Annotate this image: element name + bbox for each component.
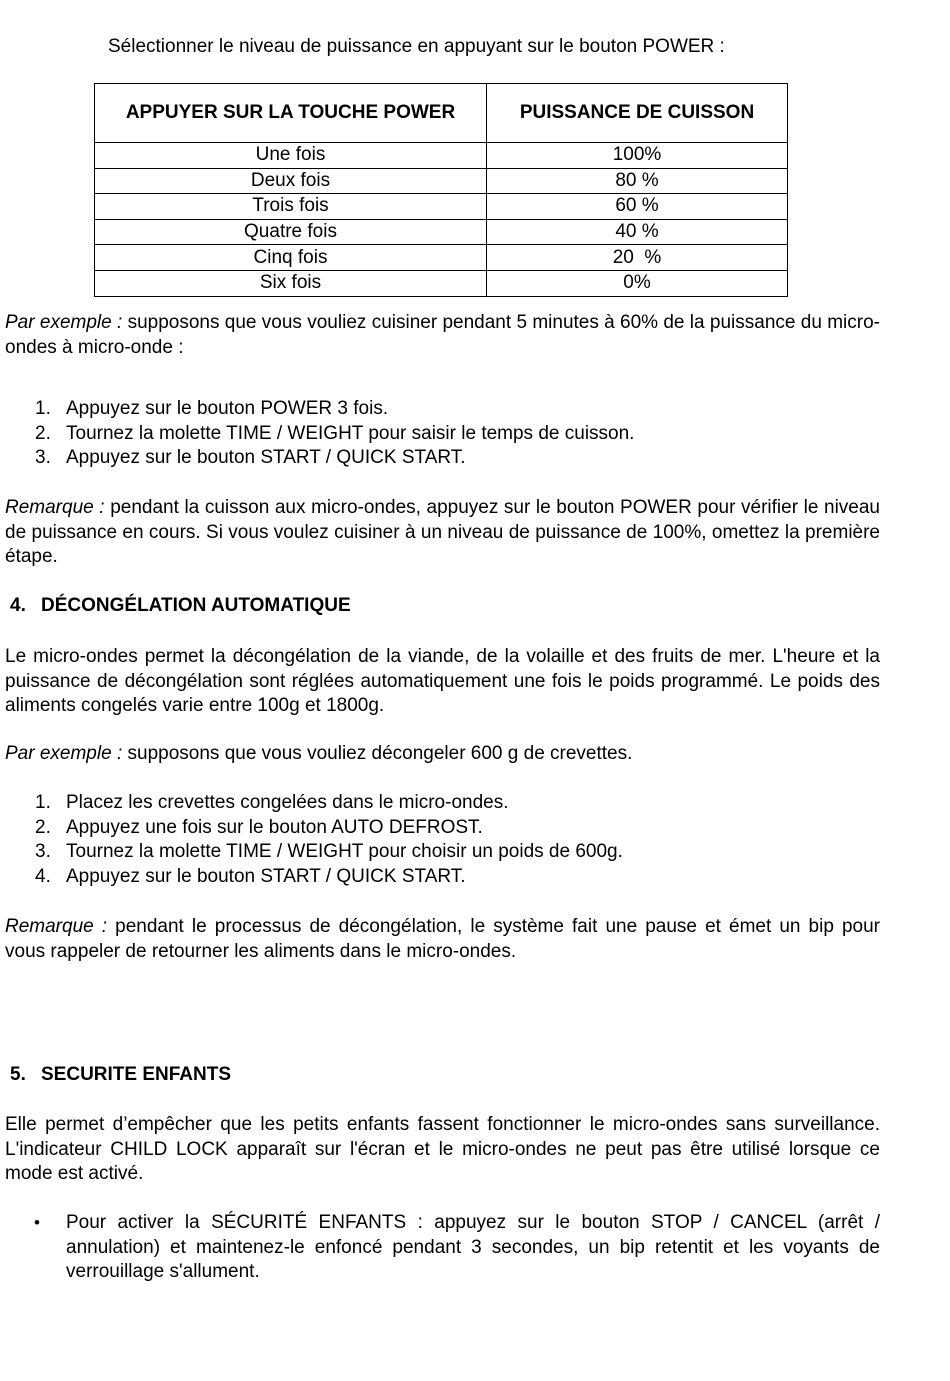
list-item bbox=[0, 865, 880, 890]
section-title: DÉCONGÉLATION AUTOMATIQUE bbox=[41, 595, 351, 616]
column-header-press-power: APPUYER SUR LA TOUCHE POWER bbox=[95, 84, 487, 143]
power-level-cell: 40 % bbox=[487, 219, 788, 245]
step-number: 4. bbox=[35, 865, 51, 887]
example-text: supposons que vous vouliez cuisiner pendant 5 minutes à 60% de la puissance du micro-ondes à micro-onde : bbox=[5, 312, 880, 358]
power-level-cell: 60 % bbox=[487, 194, 788, 220]
column-header-cooking-power: PUISSANCE DE CUISSON bbox=[487, 84, 788, 143]
remark-paragraph-defrost bbox=[5, 915, 880, 964]
remark-lead: Remarque : bbox=[5, 497, 105, 518]
step-number: 3. bbox=[35, 447, 51, 469]
section-heading-auto-defrost bbox=[10, 593, 351, 619]
table-row bbox=[95, 168, 788, 194]
section-heading-child-lock bbox=[10, 1062, 231, 1088]
step-text: Placez les crevettes congelées dans le micro-ondes. bbox=[66, 792, 509, 813]
example-lead: Par exemple : bbox=[5, 312, 123, 333]
power-steps-list bbox=[0, 397, 880, 471]
power-level-cell: 100% bbox=[487, 143, 788, 169]
defrost-steps-list bbox=[0, 791, 880, 889]
step-number: 2. bbox=[35, 422, 51, 444]
table-header-row bbox=[95, 84, 788, 143]
child-lock-intro-paragraph: Elle permet d’empêcher que les petits enfants fassent fonctionner le micro-ondes sans surveillance. L'indicateur CHILD LOCK apparaît sur l'écran et le micro-ondes ne peut pas être utilisé lorsque ce mode est activé. bbox=[5, 1114, 880, 1184]
power-level-cell: 0% bbox=[487, 270, 788, 296]
example-text: supposons que vous vouliez décongeler 600 g de crevettes. bbox=[122, 743, 633, 764]
list-item bbox=[0, 397, 880, 422]
press-count-cell: Cinq fois bbox=[95, 245, 487, 271]
child-lock-bullet-list bbox=[0, 1211, 880, 1285]
table-row bbox=[95, 194, 788, 220]
table-row bbox=[95, 143, 788, 169]
bullet-icon: • bbox=[34, 1213, 40, 1232]
power-level-table bbox=[94, 83, 788, 297]
press-count-cell: Six fois bbox=[95, 270, 487, 296]
remark-lead: Remarque : bbox=[5, 916, 108, 937]
power-level-cell: 20 % bbox=[487, 245, 788, 271]
table-row bbox=[95, 219, 788, 245]
section-number: 4. bbox=[10, 595, 26, 616]
power-level-cell: 80 % bbox=[487, 168, 788, 194]
step-number: 1. bbox=[35, 792, 51, 813]
section-title: SECURITE ENFANTS bbox=[41, 1064, 232, 1085]
table-row bbox=[95, 270, 788, 296]
power-intro: Sélectionner le niveau de puissance en appuyant sur le bouton POWER : bbox=[108, 36, 725, 57]
step-number: 2. bbox=[35, 816, 51, 838]
remark-text: pendant le processus de décongélation, le système fait une pause et émet un bip pour vous rappeler de retourner les aliments dans le micro-ondes. bbox=[5, 916, 880, 962]
example-paragraph-defrost bbox=[5, 742, 880, 767]
step-number: 1. bbox=[35, 398, 51, 419]
bullet-text: Pour activer la SÉCURITÉ ENFANTS : appuyez sur le bouton STOP / CANCEL (arrêt / annulation) et maintenez-le enfoncé pendant 3 secondes, un bip retentit et les voyants de verrouillage s'allument. bbox=[66, 1212, 880, 1283]
list-item bbox=[0, 422, 880, 447]
list-item bbox=[0, 840, 880, 865]
step-text: Appuyez une fois sur le bouton AUTO DEFROST. bbox=[66, 816, 483, 838]
list-item bbox=[0, 791, 880, 816]
press-count-cell: Quatre fois bbox=[95, 219, 487, 245]
list-item bbox=[0, 1211, 880, 1285]
list-item bbox=[0, 816, 880, 841]
defrost-intro-paragraph: Le micro-ondes permet la décongélation de la viande, de la volaille et des fruits de mer. L'heure et la puissance de décongélation sont réglées automatiquement une fois le poids programmé. Le poids des aliments congelés varie entre 100g et 1800g. bbox=[5, 646, 880, 716]
step-text: Tournez la molette TIME / WEIGHT pour choisir un poids de 600g. bbox=[66, 841, 623, 863]
table-row bbox=[95, 245, 788, 271]
example-paragraph-power bbox=[5, 311, 880, 360]
remark-paragraph-power bbox=[5, 496, 880, 570]
remark-text: pendant la cuisson aux micro-ondes, appuyez sur le bouton POWER pour vérifier le niveau de puissance en cours. Si vous voulez cuisiner à un niveau de puissance de 100%, omettez la première étape. bbox=[5, 497, 880, 567]
press-count-cell: Deux fois bbox=[95, 168, 487, 194]
press-count-cell: Une fois bbox=[95, 143, 487, 169]
press-count-cell: Trois fois bbox=[95, 194, 487, 220]
step-text: Appuyez sur le bouton POWER 3 fois. bbox=[66, 398, 389, 419]
section-number: 5. bbox=[10, 1064, 26, 1085]
list-item bbox=[0, 446, 880, 471]
example-lead: Par exemple : bbox=[5, 743, 123, 764]
step-text: Appuyez sur le bouton START / QUICK START. bbox=[66, 447, 466, 469]
step-number: 3. bbox=[35, 841, 51, 863]
step-text: Appuyez sur le bouton START / QUICK START. bbox=[66, 865, 466, 887]
step-text: Tournez la molette TIME / WEIGHT pour saisir le temps de cuisson. bbox=[66, 422, 635, 444]
